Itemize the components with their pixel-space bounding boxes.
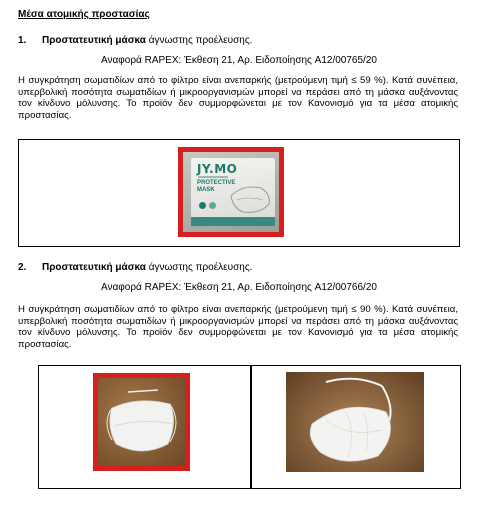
package-product-text-line2: MASK <box>197 187 215 193</box>
item-1-title <box>18 35 252 46</box>
item-1-product-photo-highlight <box>178 147 284 237</box>
item-1-product-photo <box>183 152 279 232</box>
item-1-reference: Αναφορά RAPEX: Έκθεση 21, Αρ. Ειδοποίησης A12/00765/20 <box>101 55 377 66</box>
item-2-product-photo-front <box>98 378 185 466</box>
package-product-text-line1: PROTECTIVE <box>197 180 236 186</box>
package-bottom-band <box>191 217 275 226</box>
item-2-product-photo-highlight <box>93 373 190 471</box>
item-2-reference: Αναφορά RAPEX: Έκθεση 21, Αρ. Ειδοποίησης A12/00766/20 <box>101 282 377 293</box>
item-2-title <box>18 262 252 273</box>
item-2-description: Η συγκράτηση σωματιδίων από το φίλτρο είναι ανεπαρκής (μετρούμενη τιμή ≤ 90 %). Κατά συνέπεια, υπερβολική ποσότητα σωματιδίων ή μικροοργανισμών μπορεί να περάσει από τη μάσκα αυξάνοντας τον κίνδυνο μόλυνσης. Το προϊόν δεν συμμορφώνεται με τον Κανονισμό για τα μέσα ατομικής προστασίας. <box>18 304 458 350</box>
mask-outline-icon <box>191 158 275 226</box>
item-2-number: 2. <box>18 262 27 273</box>
item-2-product-photo-side <box>286 372 424 472</box>
mask-package <box>191 158 275 226</box>
white-mask-front-icon <box>98 378 185 466</box>
section-heading: Μέσα ατομικής προστασίας <box>18 9 150 20</box>
package-brand-text: JY.MO <box>197 162 238 176</box>
item-2-title-bold: Προστατευτική μάσκα <box>42 262 146 273</box>
white-mask-side-icon <box>286 372 424 472</box>
item-1-description: Η συγκράτηση σωματιδίων από το φίλτρο είναι ανεπαρκής (μετρούμενη τιμή ≤ 59 %). Κατά συνέπεια, υπερβολική ποσότητα σωματιδίων ή μικροοργανισμών μπορεί να περάσει από τη μάσκα αυξάνοντας τον κίνδυνο μόλυνσης. Το προϊόν δεν συμμορφώνεται με τον Κανονισμό για τα μέσα ατομικής προστασίας. <box>18 75 458 121</box>
item-2-title-rest: άγνωστης προέλευσης. <box>145 262 253 273</box>
item-1-title-bold: Προστατευτική μάσκα <box>42 35 146 46</box>
item-1-number: 1. <box>18 35 27 46</box>
item-1-title-rest: άγνωστης προέλευσης. <box>145 35 253 46</box>
